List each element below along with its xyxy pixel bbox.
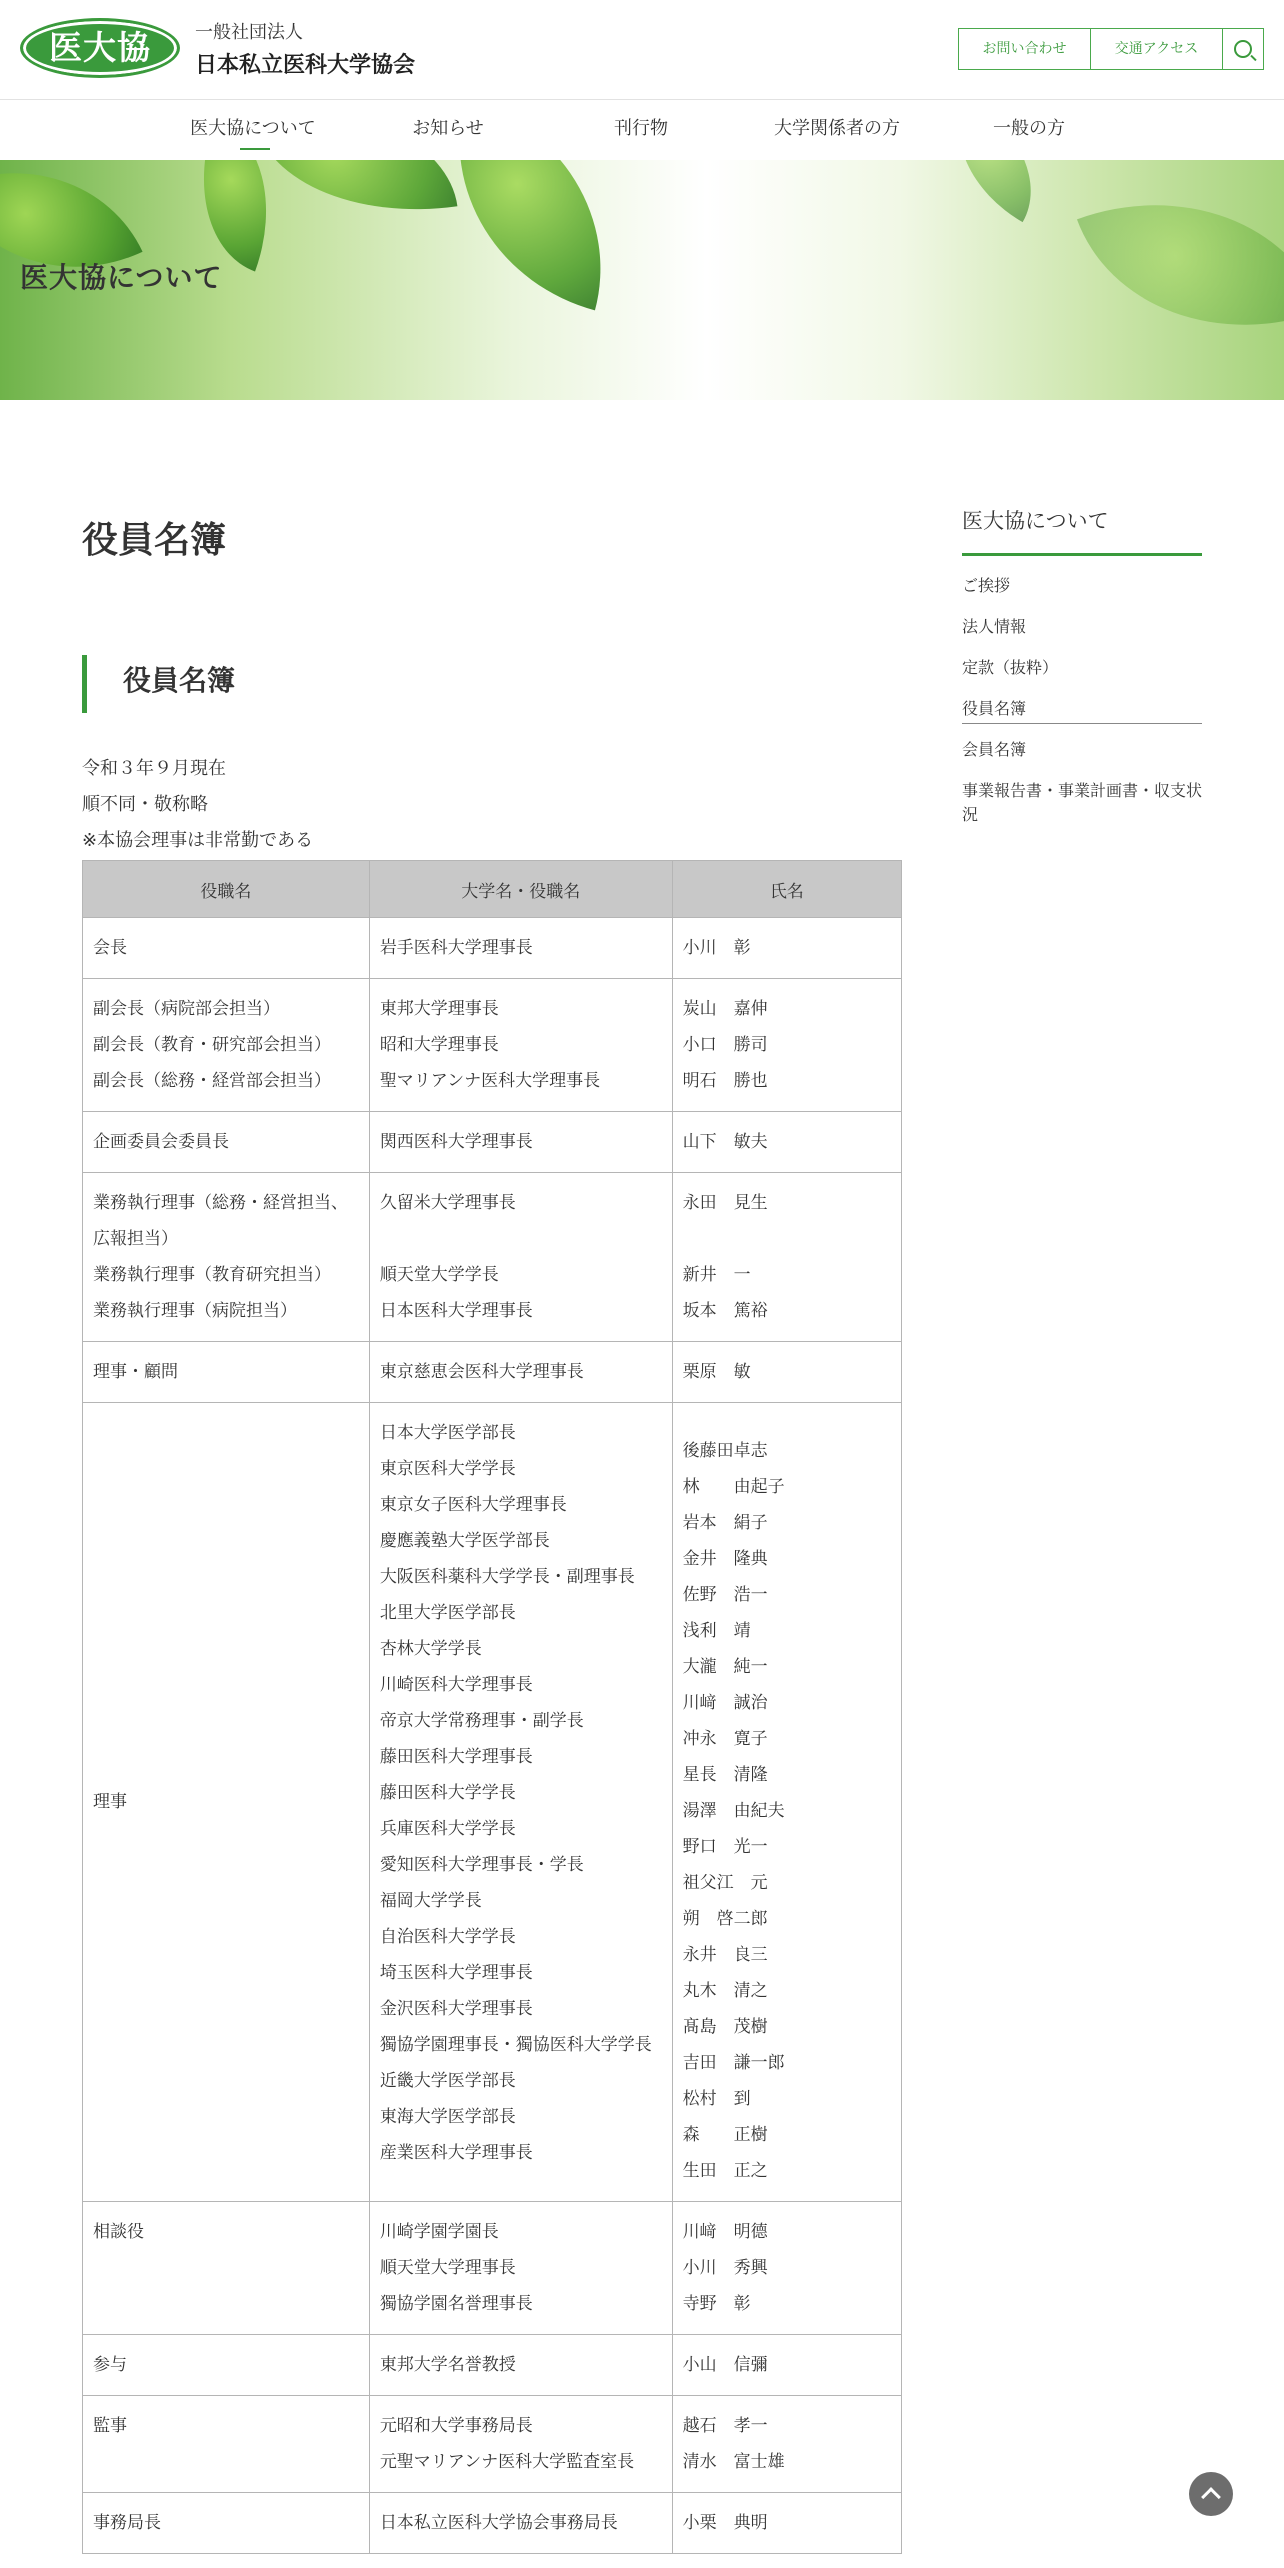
search-button[interactable] <box>1222 28 1264 70</box>
org-name[interactable]: 日本私立医科大学協会 <box>195 53 416 78</box>
cell-line: 金井 隆典 <box>682 1549 768 1569</box>
cell-line: 企画委員会委員長 <box>93 1132 229 1152</box>
cell-line: 事務局長 <box>93 2513 161 2533</box>
cell-line: 佐野 浩一 <box>682 1585 768 1605</box>
cell-line: 東京医科大学学長 <box>379 1459 516 1479</box>
note-order: 順不同・敬称略 <box>82 794 208 815</box>
cell-line: 野口 光一 <box>682 1837 768 1857</box>
role-cell <box>83 2202 370 2335</box>
cell-line: 東京女子医科大学理事長 <box>379 1495 567 1515</box>
cell-line: 順天堂大学理事長 <box>379 2258 516 2278</box>
table-row <box>83 2335 902 2396</box>
cell-line: 髙島 茂樹 <box>682 2017 768 2037</box>
cell-line: 山下 敏夫 <box>682 1132 768 1152</box>
cell-line: 日本私立医科大学協会事務局長 <box>379 2513 618 2533</box>
table-header-row <box>83 861 902 918</box>
cell-line: 副会長（教育・研究部会担当） <box>93 1035 331 1055</box>
cell-line: 理事 <box>93 1792 127 1812</box>
role-cell <box>83 979 370 1112</box>
university-cell <box>369 1173 672 1342</box>
cell-line: 福岡大学学長 <box>379 1891 482 1911</box>
cell-line: 聖マリアンナ医科大学理事長 <box>379 1071 601 1091</box>
name-cell <box>672 2335 901 2396</box>
cell-line: 北里大学医学部長 <box>379 1603 516 1623</box>
cell-line: 監事 <box>93 2416 127 2436</box>
cell-line: 相談役 <box>93 2222 144 2242</box>
leaf-decoration <box>1077 160 1284 379</box>
name-cell <box>672 1173 901 1342</box>
cell-line: 理事・顧問 <box>93 1362 178 1382</box>
leaf-decoration <box>927 160 1062 222</box>
role-cell <box>83 1173 370 1342</box>
nav-item-news[interactable]: お知らせ <box>412 118 484 139</box>
university-cell <box>369 1403 672 2202</box>
cell-line: 東京慈恵会医科大学理事長 <box>379 1362 584 1382</box>
cell-line: 参与 <box>93 2355 127 2375</box>
site-header <box>0 0 1284 100</box>
access-button[interactable]: 交通アクセス <box>1090 28 1223 70</box>
cell-line: 後藤田卓志 <box>682 1441 768 1461</box>
cell-line: 岩手医科大学理事長 <box>379 938 533 958</box>
cell-line: 小川 彰 <box>682 938 751 958</box>
name-cell <box>672 2202 901 2335</box>
name-cell <box>672 979 901 1112</box>
leaf-decoration <box>170 160 299 271</box>
side-nav-title: 医大協について <box>962 509 1109 533</box>
nav-item-about[interactable]: 医大協について <box>153 114 353 154</box>
cell-line <box>683 1221 891 1257</box>
cell-line: 東邦大学名誉教授 <box>379 2355 516 2375</box>
table-row <box>83 2396 902 2493</box>
nav-item-university[interactable]: 大学関係者の方 <box>774 118 900 139</box>
side-nav-item-articles[interactable]: 定款（抜粋） <box>962 658 1059 677</box>
cell-line <box>380 1221 662 1257</box>
role-cell <box>83 918 370 979</box>
cell-line: 元聖マリアンナ医科大学監査室長 <box>379 2452 635 2472</box>
cell-line: 永井 良三 <box>682 1945 768 1965</box>
cell-line: 埼玉医科大学理事長 <box>379 1963 533 1983</box>
side-nav-item-members[interactable]: 会員名簿 <box>962 740 1027 759</box>
cell-line: 新井 一 <box>682 1265 751 1285</box>
side-nav-divider <box>962 553 1202 556</box>
cell-line: 永田 見生 <box>682 1193 768 1213</box>
cell-line: 東海大学医学部長 <box>379 2107 516 2127</box>
name-cell <box>672 1112 901 1173</box>
cell-line: 栗原 敏 <box>682 1362 751 1382</box>
note-date: 令和３年９月現在 <box>82 758 226 779</box>
table-row <box>83 1173 902 1342</box>
cell-line: 丸木 清之 <box>682 1981 768 2001</box>
org-subtitle: 一般社団法人 <box>195 22 303 43</box>
cell-line: 関西医科大学理事長 <box>379 1132 533 1152</box>
side-nav-item-reports[interactable]: 事業報告書・事業計画書・収支状況 <box>962 781 1203 824</box>
cell-line: 浅利 靖 <box>682 1621 751 1641</box>
cell-line: 明石 勝也 <box>682 1071 768 1091</box>
table-row <box>83 1403 902 2202</box>
side-nav-item-corporate-info[interactable]: 法人情報 <box>962 617 1027 636</box>
university-cell <box>369 2396 672 2493</box>
cell-line: 昭和大学理事長 <box>379 1035 499 1055</box>
cell-line: 元昭和大学事務局長 <box>379 2416 533 2436</box>
role-cell <box>83 1342 370 1403</box>
cell-line: 杏林大学学長 <box>379 1639 482 1659</box>
name-cell <box>672 2493 901 2554</box>
cell-line: 東邦大学理事長 <box>379 999 499 1019</box>
cell-line: 業務執行理事（教育研究担当） <box>93 1265 331 1285</box>
name-cell <box>672 1403 901 2202</box>
cell-line: 帝京大学常務理事・副学長 <box>379 1711 584 1731</box>
cell-line: 川﨑 明德 <box>682 2222 768 2242</box>
table-row <box>83 2202 902 2335</box>
side-nav-item-officers[interactable]: 役員名簿 <box>962 697 1202 724</box>
cell-line: 大阪医科薬科大学学長・副理事長 <box>379 1567 635 1587</box>
cell-line: 越石 孝一 <box>682 2416 768 2436</box>
cell-line: 生田 正之 <box>682 2161 768 2181</box>
page-title: 役員名簿 <box>82 519 227 561</box>
leaf-decoration <box>421 160 639 310</box>
cell-line: 朔 啓二郎 <box>682 1909 768 1929</box>
role-cell <box>83 2335 370 2396</box>
back-to-top-button[interactable] <box>1189 2472 1233 2516</box>
role-cell <box>83 2493 370 2554</box>
university-cell <box>369 918 672 979</box>
cell-line: 業務執行理事（総務・経営担当、広報担当） <box>93 1193 348 1249</box>
cell-line: 川崎学園学園長 <box>379 2222 499 2242</box>
cell-line: 祖父江 元 <box>682 1873 768 1893</box>
cell-line: 業務執行理事（病院担当） <box>93 1301 297 1321</box>
cell-line: 兵庫医科大学学長 <box>379 1819 516 1839</box>
university-cell <box>369 2335 672 2396</box>
cell-line: 川崎医科大学理事長 <box>379 1675 533 1695</box>
leaf-decoration <box>253 160 458 233</box>
search-icon <box>1234 40 1252 58</box>
column-header: 氏名 <box>672 861 901 918</box>
hero-banner <box>0 160 1284 400</box>
cell-line: 岩本 絹子 <box>682 1513 768 1533</box>
cell-line: 獨協学園理事長・獨協医科大学学長 <box>379 2035 652 2055</box>
hero-title: 医大協について <box>20 261 223 294</box>
university-cell <box>369 1342 672 1403</box>
university-cell <box>369 2202 672 2335</box>
cell-line: 冲永 寛子 <box>682 1729 768 1749</box>
cell-line: 小川 秀興 <box>682 2258 768 2278</box>
cell-line: 坂本 篤裕 <box>682 1301 768 1321</box>
cell-line: 藤田医科大学学長 <box>379 1783 516 1803</box>
officers-table <box>82 860 902 2554</box>
cell-line: 慶應義塾大学医学部長 <box>379 1531 550 1551</box>
cell-line: 副会長（総務・経営部会担当） <box>93 1071 331 1091</box>
cell-line: 自治医科大学学長 <box>379 1927 516 1947</box>
cell-line: 順天堂大学学長 <box>379 1265 499 1285</box>
column-header: 役職名 <box>83 861 370 918</box>
cell-line: 林 由起子 <box>682 1477 785 1497</box>
global-nav <box>0 100 1284 160</box>
cell-line: 日本大学医学部長 <box>379 1423 516 1443</box>
role-cell <box>83 1403 370 2202</box>
cell-line: 星長 清隆 <box>682 1765 768 1785</box>
cell-line: 湯澤 由紀夫 <box>682 1801 785 1821</box>
cell-line: 清水 富士雄 <box>682 2452 785 2472</box>
cell-line: 小山 信彌 <box>682 2355 768 2375</box>
cell-line: 森 正樹 <box>682 2125 768 2145</box>
cell-line: 小栗 典明 <box>682 2513 768 2533</box>
cell-line: 大瀧 純一 <box>682 1657 768 1677</box>
cell-line: 松村 到 <box>682 2089 751 2109</box>
cell-line: 寺野 彰 <box>682 2294 751 2314</box>
role-cell <box>83 2396 370 2493</box>
cell-line: 小口 勝司 <box>682 1035 768 1055</box>
table-row <box>83 979 902 1112</box>
cell-line: 産業医科大学理事長 <box>379 2143 533 2163</box>
name-cell <box>672 2396 901 2493</box>
side-nav-item-greeting[interactable]: ご挨拶 <box>962 576 1011 595</box>
cell-line: 久留米大学理事長 <box>379 1193 516 1213</box>
table-row <box>83 1112 902 1173</box>
university-cell <box>369 1112 672 1173</box>
cell-line: 炭山 嘉伸 <box>682 999 768 1019</box>
cell-line: 金沢医科大学理事長 <box>379 1999 533 2019</box>
cell-line: 川﨑 誠治 <box>682 1693 768 1713</box>
table-row <box>83 2493 902 2554</box>
name-cell <box>672 1342 901 1403</box>
section-heading: 役員名簿 <box>82 655 235 713</box>
cell-line: 近畿大学医学部長 <box>379 2071 516 2091</box>
site-logo[interactable]: 医大協 <box>20 18 180 78</box>
table-row <box>83 918 902 979</box>
university-cell <box>369 979 672 1112</box>
university-cell <box>369 2493 672 2554</box>
name-cell <box>672 918 901 979</box>
nav-item-public[interactable]: 一般の方 <box>993 118 1065 139</box>
role-cell <box>83 1112 370 1173</box>
cell-line: 会長 <box>93 938 127 958</box>
note-nonfulltime: ※本協会理事は非常勤である <box>82 830 314 851</box>
cell-line: 獨協学園名誉理事長 <box>379 2294 533 2314</box>
cell-line: 吉田 謙一郎 <box>682 2053 785 2073</box>
cell-line: 副会長（病院部会担当） <box>93 999 280 1019</box>
table-row <box>83 1342 902 1403</box>
column-header: 大学名・役職名 <box>369 861 672 918</box>
contact-button[interactable]: お問い合わせ <box>958 28 1091 70</box>
cell-line: 藤田医科大学理事長 <box>379 1747 533 1767</box>
cell-line: 愛知医科大学理事長・学長 <box>379 1855 584 1875</box>
table-body <box>83 918 902 2554</box>
nav-item-publications[interactable]: 刊行物 <box>614 118 668 139</box>
cell-line: 日本医科大学理事長 <box>379 1301 533 1321</box>
